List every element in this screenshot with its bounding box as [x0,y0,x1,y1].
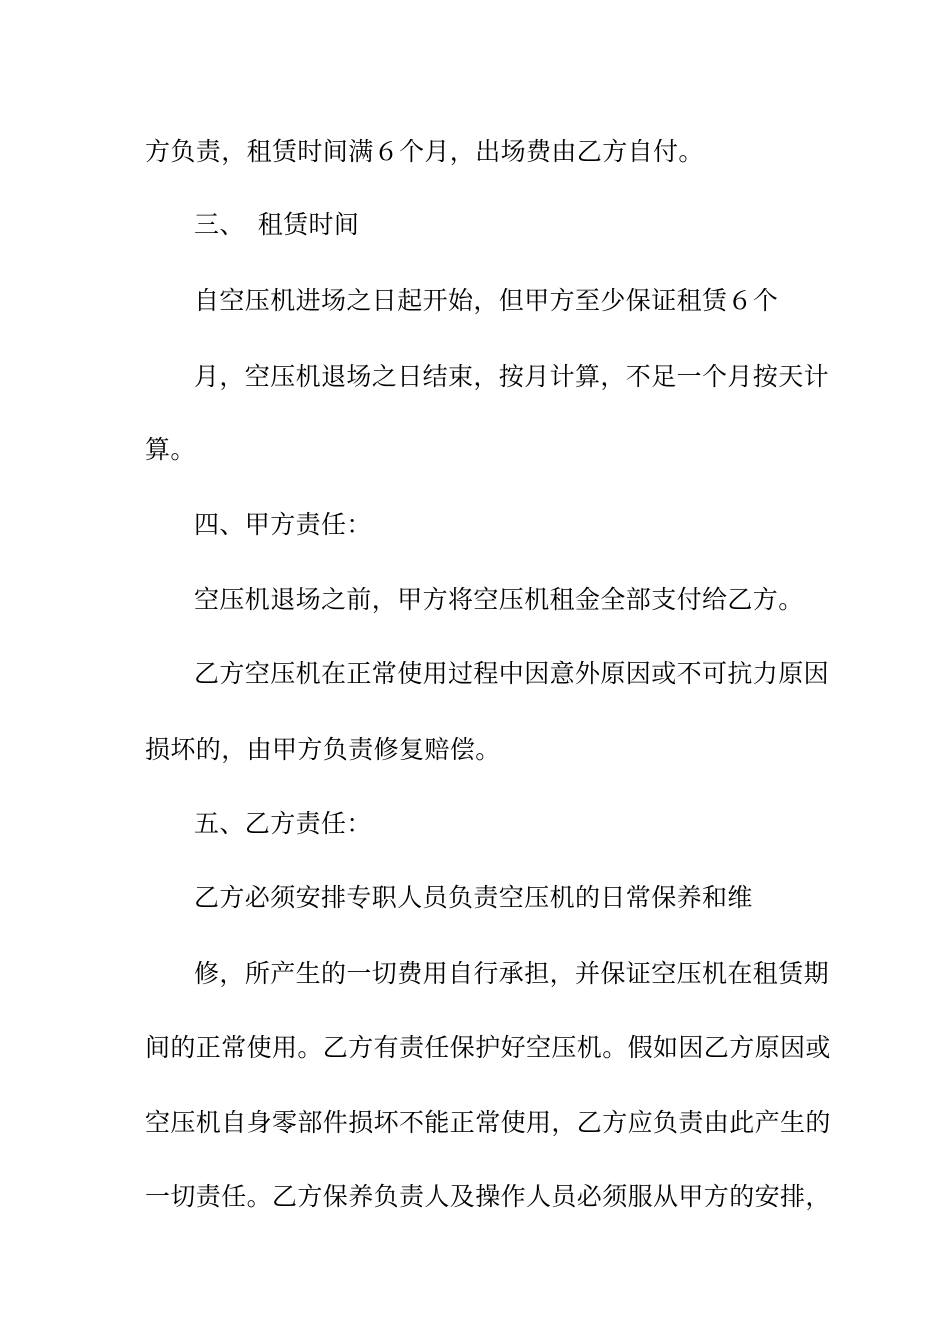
text-line-14: 空压机自身零部件损坏不能正常使用，乙方应负责由此产生的 [145,1108,831,1137]
text-line-15: 一切责任。乙方保养负责人及操作人员必须服从甲方的安排， [145,1182,831,1211]
text-line-5: 算。 [145,435,196,464]
text-line-4: 月，空压机退场之日结束，按月计算，不足一个月按天计 [194,362,830,391]
section-heading-5: 五、乙方责任： [194,809,372,838]
text-line-1: 方负责，租赁时间满６个月，出场费由乙方自付。 [145,137,704,166]
text-line-11: 乙方必须安排专职人员负责空压机的日常保养和维 [194,883,753,912]
text-line-8: 乙方空压机在正常使用过程中因意外原因或不可抗力原因 [194,659,830,688]
text-line-12: 修，所产生的一切费用自行承担，并保证空压机在租赁期 [194,959,830,988]
section-heading-4: 四、甲方责任： [194,510,372,539]
text-line-7: 空压机退场之前，甲方将空压机租金全部支付给乙方。 [194,585,804,614]
section-heading-3: 三、 租赁时间 [194,210,360,239]
text-line-9: 损坏的，由甲方负责修复赔偿。 [145,735,501,764]
text-line-13: 间的正常使用。乙方有责任保护好空压机。假如因乙方原因或 [145,1033,831,1062]
text-line-3: 自空压机进场之日起开始，但甲方至少保证租赁６个 [194,286,779,315]
